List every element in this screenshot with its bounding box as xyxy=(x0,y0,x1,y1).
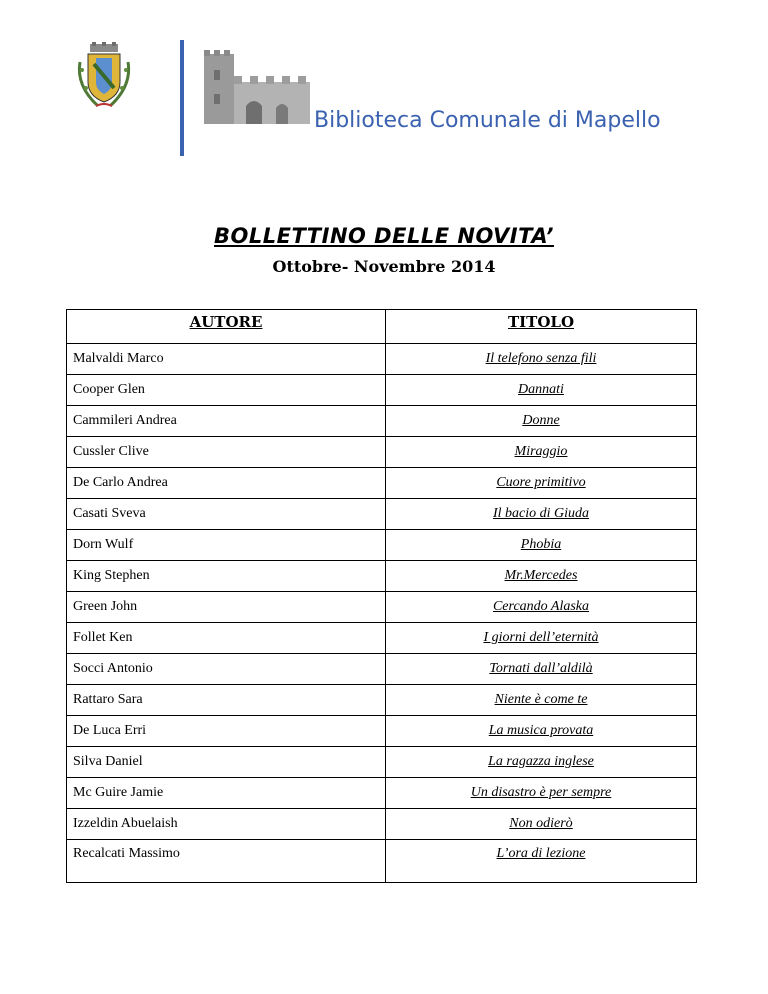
table-header-row xyxy=(67,310,697,344)
author-cell: Cussler Clive xyxy=(67,437,386,468)
table-row xyxy=(67,592,697,623)
table-row xyxy=(67,623,697,654)
title-cell[interactable]: Phobia xyxy=(386,530,697,561)
title-cell[interactable]: Il telefono senza fili xyxy=(386,344,697,375)
author-cell: King Stephen xyxy=(67,561,386,592)
author-cell: Follet Ken xyxy=(67,623,386,654)
table-row xyxy=(67,778,697,809)
author-cell: Cammileri Andrea xyxy=(67,406,386,437)
author-column-header: AUTORE xyxy=(67,310,386,344)
castle-image xyxy=(200,48,312,128)
books-table xyxy=(66,309,697,883)
title-cell[interactable]: Cuore primitivo xyxy=(386,468,697,499)
table-row xyxy=(67,437,697,468)
title-cell[interactable]: La musica provata xyxy=(386,716,697,747)
table-row xyxy=(67,375,697,406)
title-cell[interactable]: Miraggio xyxy=(386,437,697,468)
table-row xyxy=(67,809,697,840)
author-cell: Cooper Glen xyxy=(67,375,386,406)
author-cell: De Luca Erri xyxy=(67,716,386,747)
bulletin-title xyxy=(0,224,768,248)
table-row xyxy=(67,561,697,592)
author-cell: Malvaldi Marco xyxy=(67,344,386,375)
table-row xyxy=(67,747,697,778)
author-cell: Casati Sveva xyxy=(67,499,386,530)
table-row xyxy=(67,499,697,530)
title-cell[interactable]: Cercando Alaska xyxy=(386,592,697,623)
author-cell: Silva Daniel xyxy=(67,747,386,778)
title-cell[interactable]: Dannati xyxy=(386,375,697,406)
title-cell[interactable]: Niente è come te xyxy=(386,685,697,716)
table-row xyxy=(67,716,697,747)
table-row xyxy=(67,654,697,685)
bulletin-title-text: BOLLETTINO DELLE NOVITA’ xyxy=(214,224,554,248)
title-column-header: TITOLO xyxy=(386,310,697,344)
title-cell[interactable]: Non odierò xyxy=(386,809,697,840)
author-cell: De Carlo Andrea xyxy=(67,468,386,499)
author-cell: Izzeldin Abuelaish xyxy=(67,809,386,840)
author-cell: Rattaro Sara xyxy=(67,685,386,716)
title-cell[interactable]: L’ora di lezione xyxy=(386,840,697,883)
bulletin-period: Ottobre- Novembre 2014 xyxy=(272,257,496,276)
title-cell[interactable]: I giorni dell’eternità xyxy=(386,623,697,654)
table-row xyxy=(67,530,697,561)
title-cell[interactable]: Donne xyxy=(386,406,697,437)
author-cell: Recalcati Massimo xyxy=(67,840,386,883)
table-row xyxy=(67,840,697,883)
table-row xyxy=(67,685,697,716)
table-row xyxy=(67,468,697,499)
header-divider xyxy=(180,40,184,156)
author-cell: Socci Antonio xyxy=(67,654,386,685)
table-row xyxy=(67,406,697,437)
title-cell[interactable]: Il bacio di Giuda xyxy=(386,499,697,530)
library-name: Biblioteca Comunale di Mapello xyxy=(314,108,661,133)
municipal-crest-icon xyxy=(74,42,134,112)
author-cell: Mc Guire Jamie xyxy=(67,778,386,809)
author-cell: Dorn Wulf xyxy=(67,530,386,561)
title-cell[interactable]: La ragazza inglese xyxy=(386,747,697,778)
title-cell[interactable]: Tornati dall’aldilà xyxy=(386,654,697,685)
table-row xyxy=(67,344,697,375)
title-cell[interactable]: Mr.Mercedes xyxy=(386,561,697,592)
title-cell[interactable]: Un disastro è per sempre xyxy=(386,778,697,809)
author-cell: Green John xyxy=(67,592,386,623)
